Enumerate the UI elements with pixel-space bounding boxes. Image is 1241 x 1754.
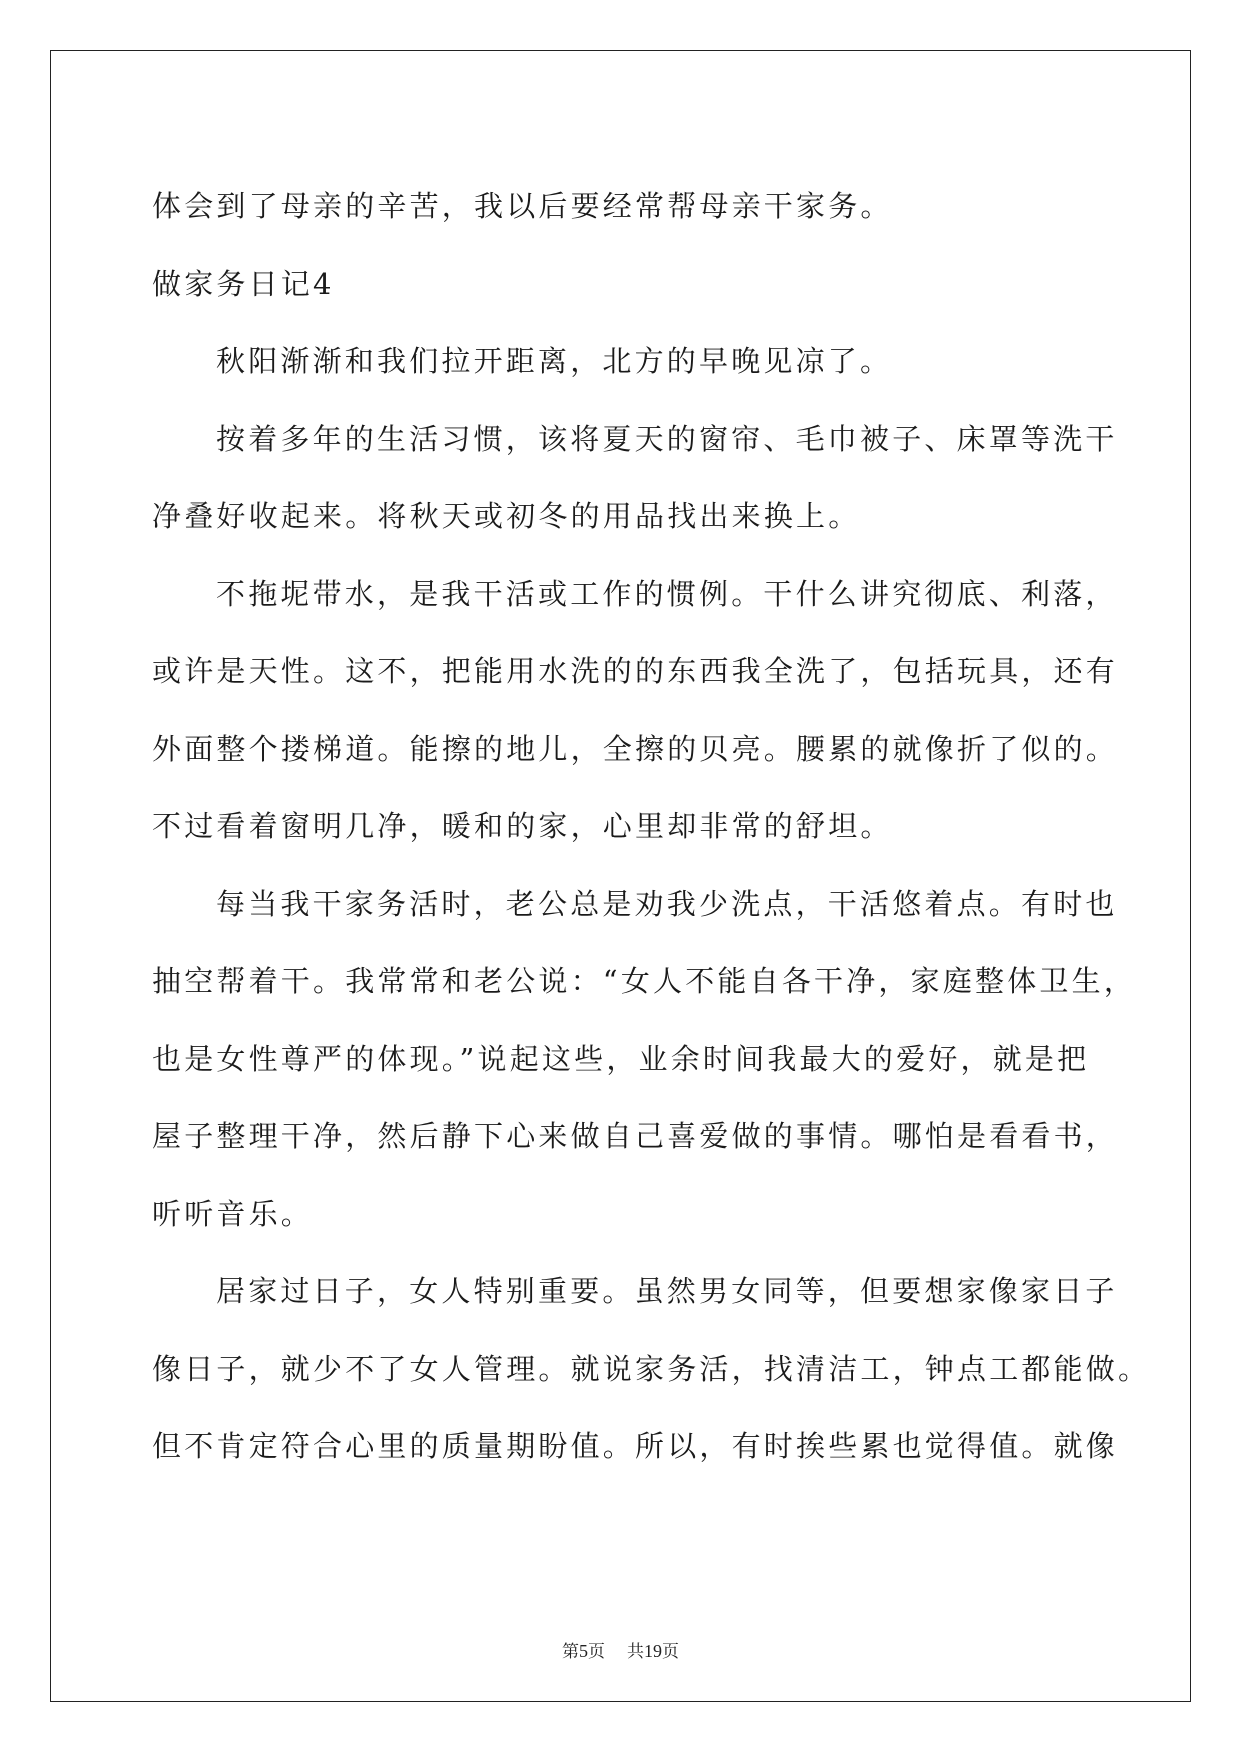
text-line: 听听音乐。 bbox=[152, 1196, 314, 1231]
page-footer bbox=[0, 1637, 1241, 1662]
text-line: 也是女性尊严的体现。”说起这些，业余时间我最大的爱好，就是把 bbox=[152, 1041, 1090, 1076]
text-line: 不过看着窗明几净，暖和的家，心里却非常的舒坦。 bbox=[152, 809, 893, 843]
text-line: 秋阳渐渐和我们拉开距离，北方的早晚见凉了。 bbox=[216, 344, 893, 378]
document-body bbox=[152, 168, 1151, 1486]
text-line: 像日子，就少不了女人管理。就说家务活，找清洁工，钟点工都能做。 bbox=[152, 1351, 1151, 1386]
text-line: 或许是天性。这不，把能用水洗的的东西我全洗了，包括玩具，还有 bbox=[152, 654, 1119, 688]
text-line: 体会到了母亲的辛苦，我以后要经常帮母亲干家务。 bbox=[152, 189, 893, 223]
text-line: 抽空帮着干。我常常和老公说：“女人不能自各干净，家庭整体卫生， bbox=[152, 964, 1137, 998]
text-line: 居家过日子，女人特别重要。虽然男女同等，但要想家像家日子 bbox=[216, 1274, 1118, 1308]
text-line: 按着多年的生活习惯，该将夏天的窗帘、毛巾被子、床罩等洗干 bbox=[216, 421, 1118, 456]
text-line: 但不肯定符合心里的质量期盼值。所以，有时挨些累也觉得值。就像 bbox=[152, 1429, 1119, 1463]
page-total-label: 共19页 bbox=[627, 1641, 679, 1662]
page-number-label: 第5页 bbox=[562, 1641, 605, 1662]
text-line: 每当我干家务活时，老公总是劝我少洗点，干活悠着点。有时也 bbox=[216, 886, 1118, 921]
text-line: 净叠好收起来。将秋天或初冬的用品找出来换上。 bbox=[152, 499, 861, 533]
text-line: 屋子整理干净，然后静下心来做自己喜爱做的事情。哪怕是看看书， bbox=[152, 1119, 1119, 1153]
section-heading: 做家务日记4 bbox=[152, 266, 335, 301]
text-line: 不拖坭带水，是我干活或工作的惯例。干什么讲究彻底、利落， bbox=[216, 576, 1118, 611]
text-line: 外面整个搂梯道。能擦的地儿，全擦的贝亮。腰累的就像折了似的。 bbox=[152, 731, 1119, 766]
